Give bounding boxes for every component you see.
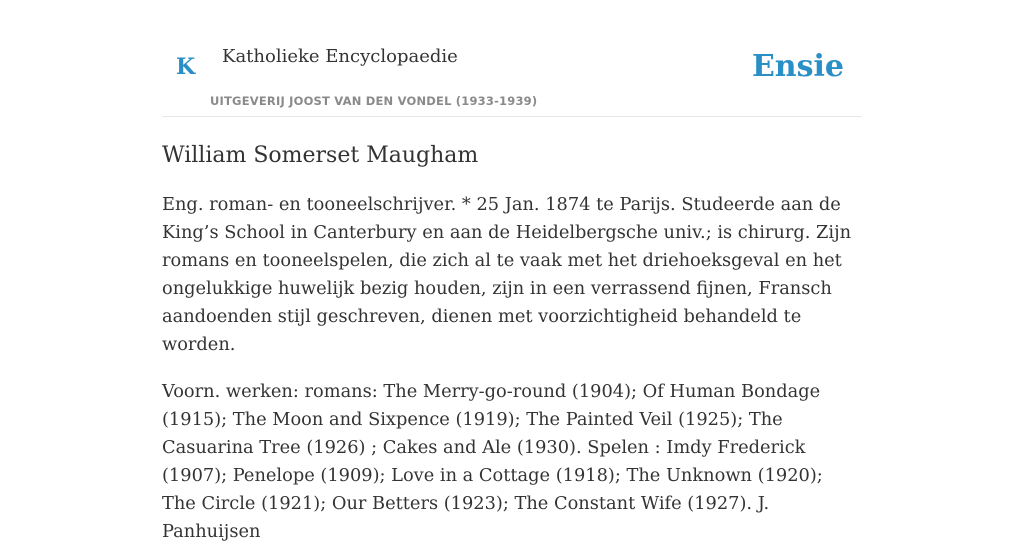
page-container — [162, 0, 862, 546]
site-header — [162, 0, 862, 117]
ensie-brand-logo[interactable]: Ensie — [751, 49, 844, 84]
encyclopedia-title-link[interactable]: Katholieke Encyclopaedie — [222, 46, 458, 67]
encyclopedia-logo-icon[interactable]: K — [176, 54, 196, 80]
publisher-subtitle: UITGEVERIJ JOOST VAN DEN VONDEL (1933-1939) — [210, 94, 538, 108]
article-title: William Somerset Maugham — [162, 143, 479, 168]
article-paragraph-2: Voorn. werken: romans: The Merry-go-round (1904); Of Human Bondage (1915); The Moon and Sixpence (1919); The Painted Veil (1925); The Casuarina Tree (1926) ; Cakes and Ale (1930). Spelen : Imdy Frederick (1907); Penelope (1909); Love in a Cottage (1918); The Unknown (1920); The Circle (1921); Our Betters (1923); The Constant Wife (1927). J. Panhuijsen — [162, 381, 823, 543]
article-paragraph-1: Eng. roman- en tooneelschrijver. * 25 Jan. 1874 te Parijs. Studeerde aan de King’s School in Canterbury en aan de Heidelbergsche univ.; is chirurg. Zijn romans en tooneelspelen, die zich al te vaak met het driehoeksgeval en het ongelukkige huwelijk bezig houden, zijn in een verrassend fijnen, Fransch aandoenden stijl geschreven, dienen met voorzichtigheid behandeld te worden. — [162, 194, 852, 356]
